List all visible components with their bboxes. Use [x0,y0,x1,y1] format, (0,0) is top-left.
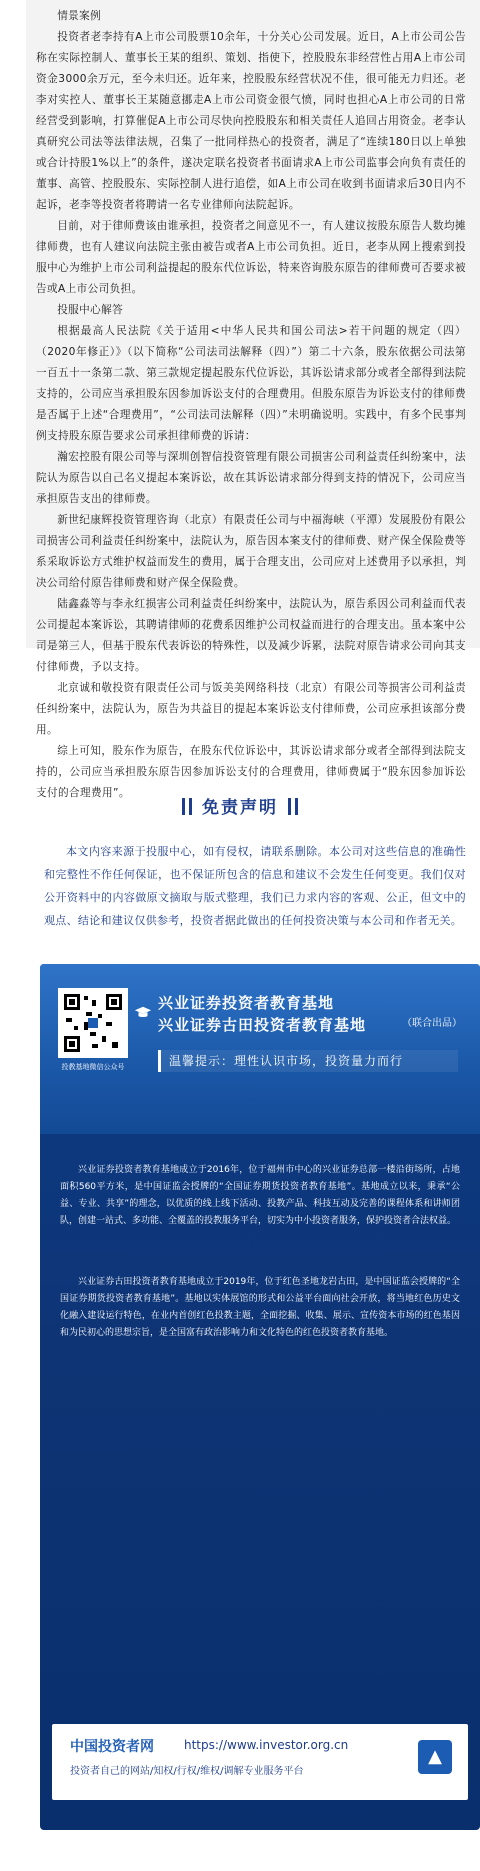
qr-label: 投教基地微信公众号 [61,1063,125,1071]
graduation-cap-icon [134,1004,152,1022]
site-url[interactable]: https://www.investor.org.cn [184,1738,349,1752]
answer-paragraph: 综上可知，股东作为原告，在股东代位诉讼中，其诉讼请求部分或者全部得到法院支持的，公司应当承担股东原告因参加诉讼支付的合理费用，律师费属于“股东因参加诉讼支付的合理费用”。 [36,745,466,799]
disclaimer-title: 免责声明 [202,798,278,818]
heading-bar-left [189,798,192,815]
investor-site-banner[interactable] [52,1724,468,1800]
case-panel [26,0,480,799]
heading-bar-right [295,798,298,815]
gutian-intro-paragraph: 兴业证券古田投资者教育基地成立于2019年，位于红色圣地龙岩古田，是中国证监会授牌的“全国证券期货投资者教育基地”。基地以实体展馆的形式和公益平台面向社会开放，将当地红色历史文化融入建设运行特色，在业内首创红色投教主题，全面挖掘、收集、展示、宣传资本市场的红色基因和为民初心的思想宗旨，是全国富有政治影响力和文化特色的红色投资者教育基地。 [60,1277,460,1338]
qr-code[interactable] [58,988,128,1058]
answer-paragraph: 瀚宏控股有限公司等与深圳创智信投资管理有限公司损害公司利益责任纠纷案中，法院认为原告以自己名义提起本案诉讼，故在其诉讼请求部分得到支持的情况下，公司应当承担原告支出的律师费。 [36,451,466,505]
case-paragraph: 投资者老李持有A上市公司股票10余年，十分关心公司发展。近日，A上市公司公告称在实际控制人、董事长王某的组织、策划、指使下，控股股东非经营性占用A上市公司资金3000余万元，至今未归还。近年来，控股股东经营状况不佳，很可能无力归还。老李对实控人、董事长王某随意挪走A上市公司资金很气愤，同时也担心A上市公司的日常经营受到影响，打算催促A上市公司尽快向控股股东和相关责任人追回占用资金。老李认真研究公司法等法律法规，召集了一批同样热心的投资者，满足了“连续180日以上单独或合计持股1%以上”的条件，遂决定联名投资者书面请求A上市公司监事会向负有责任的董事、高管、控股股东、实际控制人进行追偿，如A上市公司在收到书面请求后30日内不起诉，老李等投资者将聘请一名专业律师向法院起诉。 [36,31,466,211]
answer-paragraph: 根据最高人民法院《关于适用<中华人民共和国公司法>若干问题的规定（四）（2020年修正）》（以下简称“公司法司法解释（四）”）第二十六条，股东依据公司法第一百五十一条第二款、第三款规定提起股东代位诉讼，其诉讼请求部分或者全部得到法院支持的，公司应当承担股东因参加诉讼支付的合理费用。但股东原告为诉讼支付的律师费是否属于上述“合理费用”，“公司法司法解释（四）”未明确说明。实践中，有多个民事判例支持股东原告要求公司承担律师费的诉请： [36,325,466,442]
base-intro-paragraph: 兴业证券投资者教育基地成立于2016年，位于福州市中心的兴业证券总部一楼沿街场所，占地面积560平方米，是中国证监会授牌的“全国证券期货投资者教育基地”。基地成立以来，秉承“公益、专业、共享”的理念，以优质的线上线下活动、投教产品、科技互动及完善的课程体系和讲师团队，创建一站式、多功能、全覆盖的投教服务平台，切实为中小投资者服务，保护投资者合法权益。 [60,1165,460,1226]
base-title-gutian: 兴业证券古田投资者教育基地 [158,1016,367,1034]
case-title: 情景案例 [57,10,102,22]
heading-bar-right [288,798,291,815]
answer-paragraph: 新世纪康辉投资管理咨询（北京）有限责任公司与中福海峡（平潭）发展股份有限公司损害公司利益责任纠纷案中，法院认为，原告因本案支付的律师费、财产保全保险费等系采取诉讼方式维护权益而发生的费用，属于合理支出，公司应对上述费用予以承担，判决公司给付原告律师费和财产保全保险费。 [36,514,466,589]
answer-title: 投服中心解答 [57,304,124,316]
tagline: 温馨提示：理性认识市场，投资量力而行 [158,1050,458,1072]
base-title-main: 兴业证券投资者教育基地 [158,994,335,1012]
investor-education-card [40,964,480,1830]
site-subtitle: 投资者自己的网站/知权/行权/维权/调解专业服务平台 [70,1766,304,1777]
disclaimer-heading [0,793,480,818]
disclaimer-text: 本文内容来源于投服中心，如有侵权，请联系删除。本公司对这些信息的准确性和完整性不作任何保证，也不保证所包含的信息和建议不会发生任何变更。我们仅对公开资料中的内容做原文摘取与版式整理，我们已力求内容的客观、公正，但文中的观点、结论和建议仅供参考，投资者据此做出的任何投资决策与本公司和作者无关。 [44,845,466,927]
qr-code-icon [62,992,124,1054]
heading-bar-left [182,798,185,815]
joint-production-label: （联合出品） [402,1018,462,1029]
answer-paragraph: 陆鑫淼等与李永红损害公司利益责任纠纷案中，法院认为，原告系因公司利益而代表公司提起本案诉讼，其聘请律师的花费系因维护公司权益而进行的合理支出。虽本案中公司是第三人，但基于股东代表诉讼的特殊性，以及减少诉累，法院对原告请求公司向其支付律师费，予以支持。 [36,598,466,673]
investor-logo-icon: ▲ [418,1740,452,1774]
case-paragraph: 目前，对于律师费该由谁承担，投资者之间意见不一，有人建议按股东原告人数均摊律师费，也有人建议向法院主张由被告或者A上市公司负担。近日，老李从网上搜索到投服中心为维护上市公司利益提起的股东代位诉讼，特来咨询股东原告的律师费可否要求被告或A上市公司负担。 [36,220,466,295]
site-name: 中国投资者网 [70,1739,154,1755]
answer-paragraph: 北京诚和敬投资有限责任公司与饭美美网络科技（北京）有限公司等损害公司利益责任纠纷案中，法院认为，原告为共益目的提起本案诉讼支付律师费，公司应承担该部分费用。 [36,682,466,736]
